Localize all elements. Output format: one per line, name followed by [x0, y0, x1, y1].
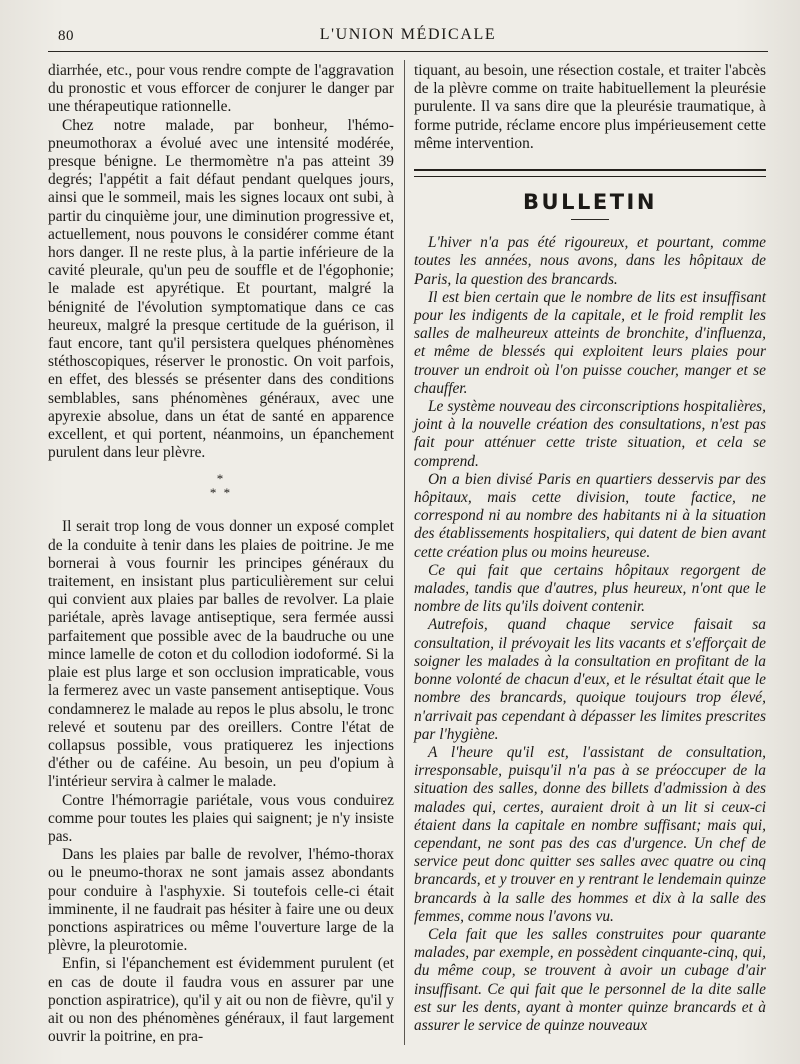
header-rule	[48, 51, 768, 52]
paragraph: Dans les plaies par balle de revolver, l'hémo-thorax ou le pneumo-thorax ne sont jamais assez abondants pour conduire à l'asphyxie. Si toutefois celle-ci était imminente, il ne faudrait pas hésiter à faire une ou deux ponctions aspiratrices ou même l'ouverture large de la plèvre, la pleurotomie.	[48, 846, 394, 955]
right-column	[414, 62, 766, 1035]
bulletin-heading: BULLETIN	[523, 190, 657, 215]
page-number: 80	[58, 28, 74, 44]
paragraph: Contre l'hémorragie pariétale, vous vous conduirez comme pour toutes les plaies qui saignent; je n'y insiste pas.	[48, 791, 394, 845]
bulletin-paragraph: Ce qui fait que certains hôpitaux regorgent de malades, tandis que d'autres, plus heureux, n'ont que le nombre de lits qu'ils doivent contenir.	[414, 561, 766, 616]
asterism-separator: * * *	[209, 471, 233, 501]
bulletin-paragraph: Le système nouveau des circonscriptions hospitalières, joint à la nouvelle création des consultations, n'est pas fait pour atténuer cette triste situation, et cela se comprend.	[414, 398, 766, 470]
paragraph: Enfin, si l'épanchement est évidemment purulent (et en cas de doute il faudra vous en assurer par une ponction aspiratrice), qu'il y ait ou non de fièvre, qu'il y ait ou non des phénomènes généraux, il faut largement ouvrir la poitrine, en pra-	[48, 955, 394, 1046]
paragraph: Il serait trop long de vous donner un exposé complet de la conduite à tenir dans les plaies de poitrine. Je me bornerai à vous fournir les principes généraux du traitement, en insistant plus particulièrement sur celui qui convient aux plaies par balles de revolver. La plaie pariétale, après lavage antiseptique, sera fermée aussi parfaitement que possible avec de la baudruche ou une mince lamelle de coton et du collodion iodoformé. Si la plaie est plus large et son occlusion impraticable, vous la fermerez avec un vaste pansement antiseptique. Vous condamnerez le malade au repos le plus absolu, le tronc relevé et soutenu par des oreillers. Contre l'état de collapsus possible, vous pratiquerez les injections d'éther ou de caféine. Au besoin, un peu d'opium à l'intérieur servira à calmer le malade.	[48, 518, 394, 791]
bulletin-body	[414, 234, 766, 1035]
paragraph: Chez notre malade, par bonheur, l'hémo-pneumothorax a évolué avec une intensité modérée, presque bénigne. Le thermomètre n'a pas atteint 39 degrés; l'appétit a fait défaut pendant quelques jours, ainsi que le sommeil, mais les signes locaux ont subi, à partir du cinquième jour, une diminution progressive et, actuellement, nous pouvons le considérer comme étant hors danger. Il ne reste plus, à la partie inférieure de la cavité pleurale, qu'un peu de souffle et de l'égophonie; le malade est apyrétique. Et pourtant, malgré la bénignité de l'évolution symptomatique dans ce cas heureux, malgré la presque certitude de la guérison, il faut encore, tant qu'il persistera quelques phénomènes stéthoscopiques, réserver le pronostic. On voit parfois, en effet, des blessés se présenter dans des conditions semblables, sans phénomènes généraux, avec une apyrexie absolue, dans un état de santé en apparence excellent, et qui portent, néanmoins, un épanchement purulent dans leur plèvre.	[48, 116, 394, 462]
paragraph: diarrhée, etc., pour vous rendre compte de l'aggravation du pronostic et vous efforcer de conjurer le danger par une thérapeutique rationnelle.	[48, 62, 394, 116]
bulletin-paragraph: A l'heure qu'il est, l'assistant de consultation, irresponsable, puisqu'il n'a pas à se préoccuper de la situation des salles, donne des billets d'admission à des malades qui, certes, auraient droit à un lit si ceux-ci étaient dans la capitale en nombre suffisant; mais qui, cependant, ne sont pas des cas d'urgence. Un chef de service peut donc quitter ses salles avec quatre ou cinq brancards, et y trouver en y rentrant le lendemain quinze brancards à la salle des hommes et dix à la salle des femmes, comme nous l'avons vu.	[414, 743, 766, 925]
paragraph-continuation: tiquant, au besoin, une résection costale, et traiter l'abcès de la plèvre comme on traite habituellement la pleurésie purulente. Il va sans dire que la pleurésie traumatique, à forme putride, réclame encore plus impérieusement cette même intervention.	[414, 62, 766, 152]
column-divider	[404, 60, 405, 1045]
section-double-rule	[414, 169, 766, 177]
bulletin-heading-rule	[571, 219, 609, 220]
bulletin-paragraph: L'hiver n'a pas été rigoureux, et pourtant, comme toutes les années, nous avons, dans les hôpitaux de Paris, la question des brancards.	[414, 234, 766, 288]
bulletin-paragraph: Cela fait que les salles construites pour quarante malades, par exemple, en possèdent cinquante-cinq, qui, du même coup, se trouvent à avoir un cubage d'air insuffisant. Ce qui fait que le personnel de la dite salle est sur les dents, ayant à monter quinze brancards et à assurer le service de quinze nouveaux	[414, 925, 766, 1034]
bulletin-paragraph: Autrefois, quand chaque service faisait sa consultation, il prévoyait les lits vacants et s'efforçait de soigner les malades à la consultation en profitant de la bonne volonté de chacun d'eux, et le résultat était que le nombre des brancards, quoique toujours trop élevé, n'arrivait pas cependant à dépasser les limites prescrites par l'hygiène.	[414, 616, 766, 743]
running-title: L'UNION MÉDICALE	[319, 26, 497, 43]
page-header	[48, 24, 768, 46]
left-column	[48, 62, 394, 1046]
bulletin-paragraph: Il est bien certain que le nombre de lits est insuffisant pour les indigents de la capitale, et le froid remplit les salles de malheureux atteints de bronchite, d'influenza, et même de blessés qui exploitent leurs plaies pour trouver un endroit où l'on puisse coucher, manger et se chauffer.	[414, 288, 766, 397]
bulletin-paragraph: On a bien divisé Paris en quartiers desservis par des hôpitaux, mais cette division, toute factice, ne correspond ni au nombre des habitants ni à la situation des établissements hospitaliers, qui datent de bien avant cette création plus ou moins heureuse.	[414, 470, 766, 561]
